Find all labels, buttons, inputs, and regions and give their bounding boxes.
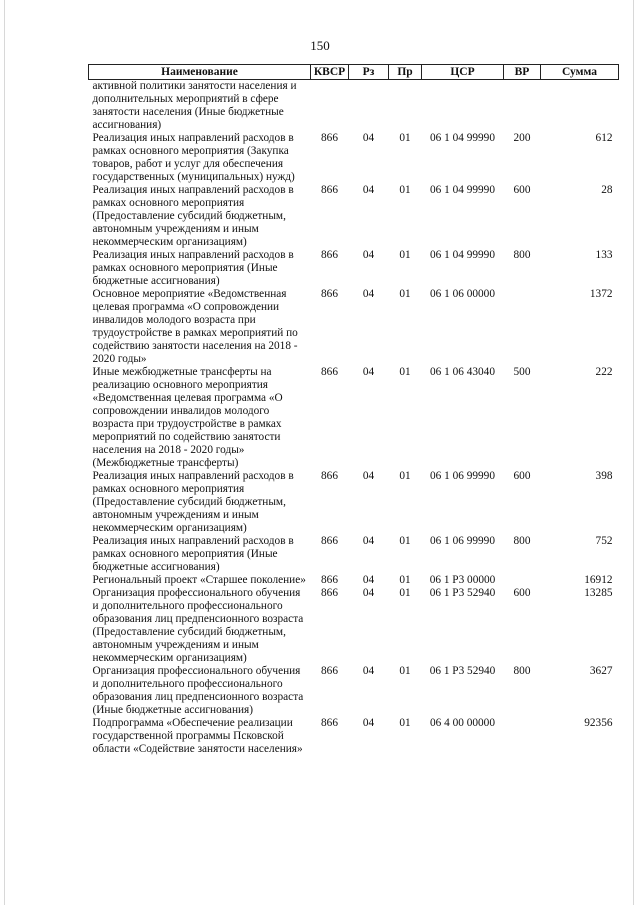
cell-kvsr: 866 — [321, 184, 338, 196]
cell-rz: 04 — [362, 288, 375, 300]
cell-pr: 01 — [399, 132, 411, 144]
cell-pr: 01 — [399, 665, 411, 677]
cell-csr — [422, 80, 504, 133]
cell-rz — [349, 80, 389, 133]
budget-table — [88, 64, 619, 756]
cell-csr: 06 1 P3 52940 — [429, 665, 496, 677]
cell-vr — [504, 288, 541, 366]
table-row — [89, 184, 619, 249]
table-row — [89, 587, 619, 665]
table-row — [89, 249, 619, 288]
table-row — [89, 288, 619, 366]
cell-kvsr: 866 — [321, 288, 338, 300]
cell-csr: 06 1 06 43040 — [430, 366, 495, 378]
cell-sum: 3627 — [589, 665, 613, 677]
cell-pr: 01 — [399, 587, 411, 599]
cell-rz: 04 — [362, 717, 375, 729]
cell-csr: 06 4 00 00000 — [430, 717, 495, 729]
cell-sum: 16912 — [584, 574, 613, 586]
scan-edge-right — [633, 0, 634, 905]
table-row — [89, 80, 619, 133]
cell-pr: 01 — [399, 366, 411, 378]
cell-kvsr: 866 — [321, 132, 338, 144]
cell-pr: 01 — [399, 470, 411, 482]
cell-sum: 13285 — [584, 587, 613, 599]
cell-pr: 01 — [399, 184, 411, 196]
cell-pr: 01 — [399, 288, 411, 300]
cell-vr — [504, 80, 541, 133]
cell-csr: 06 1 P3 00000 — [429, 574, 496, 586]
cell-csr: 06 1 06 99990 — [430, 535, 495, 547]
table-row — [89, 717, 619, 756]
cell-rz: 04 — [362, 184, 375, 196]
cell-rz: 04 — [362, 366, 375, 378]
cell-name: Основное мероприятие «Ведомственная целевая программа «О сопровождении инвалидов молодого возраста при трудоустройстве в рамках мероприятий по содействию занятости населения на 2018 - 2020 годы» — [92, 288, 298, 365]
cell-kvsr: 866 — [321, 366, 338, 378]
cell-rz: 04 — [362, 470, 375, 482]
cell-name: Реализация иных направлений расходов в рамках основного мероприятия (Иные бюджетные ассигнования) — [92, 535, 294, 573]
cell-csr: 06 1 04 99990 — [430, 184, 495, 196]
cell-vr: 500 — [513, 366, 531, 378]
cell-kvsr: 866 — [321, 574, 338, 586]
cell-sum: 1372 — [589, 288, 613, 300]
cell-name: Реализация иных направлений расходов в рамках основного мероприятия (Иные бюджетные ассигнования) — [92, 249, 294, 287]
cell-kvsr: 866 — [321, 535, 338, 547]
cell-rz: 04 — [362, 132, 375, 144]
cell-sum: 398 — [595, 470, 613, 482]
cell-sum: 28 — [601, 184, 613, 196]
header-pr: Пр — [389, 65, 422, 80]
cell-csr: 06 1 04 99990 — [430, 249, 495, 261]
table-row — [89, 132, 619, 184]
table-row — [89, 366, 619, 470]
cell-kvsr — [311, 80, 349, 133]
cell-rz: 04 — [362, 665, 375, 677]
table-row — [89, 470, 619, 535]
cell-name: активной политики занятости населения и дополнительных мероприятий в сфере занятости населения (Иные бюджетные ассигнования) — [92, 80, 297, 131]
table-header-row — [89, 65, 619, 80]
cell-csr: 06 1 06 99990 — [430, 470, 495, 482]
cell-rz: 04 — [362, 574, 375, 586]
cell-csr: 06 1 06 00000 — [430, 288, 495, 300]
header-kvsr: КВСР — [311, 65, 349, 80]
page-number: 150 — [310, 38, 330, 53]
cell-name: Подпрограмма «Обеспечение реализации государственной программы Псковской области «Содействие занятости населения» — [92, 717, 303, 755]
cell-rz: 04 — [362, 249, 375, 261]
cell-pr: 01 — [399, 717, 411, 729]
cell-kvsr: 866 — [321, 665, 338, 677]
cell-vr: 600 — [513, 184, 531, 196]
table-row — [89, 574, 619, 587]
cell-csr: 06 1 P3 52940 — [429, 587, 496, 599]
table-row — [89, 535, 619, 574]
cell-vr: 600 — [513, 470, 531, 482]
cell-kvsr: 866 — [321, 587, 338, 599]
header-sum: Сумма — [541, 65, 619, 80]
cell-pr — [389, 80, 422, 133]
cell-kvsr: 866 — [321, 717, 338, 729]
cell-name: Организация профессионального обучения и дополнительного профессионального образования лиц предпенсионного возраста (Предоставление субсидий бюджетным, автономным учреждениям и иным некоммерческим организациям) — [92, 587, 304, 664]
header-vr: ВР — [504, 65, 541, 80]
header-rz: Рз — [349, 65, 389, 80]
cell-vr — [504, 574, 541, 587]
cell-sum: 92356 — [584, 717, 613, 729]
cell-name: Иные межбюджетные трансферты на реализацию основного мероприятия «Ведомственная целевая программа «О сопровождении инвалидов молодого возраста при трудоустройстве в рамках мероприятий по содействию занятости населения на 2018 - 2020 годы» (Межбюджетные трансферты) — [92, 366, 283, 469]
cell-sum: 752 — [595, 535, 613, 547]
header-csr: ЦСР — [422, 65, 504, 80]
cell-sum — [541, 80, 619, 133]
cell-csr: 06 1 04 99990 — [430, 132, 495, 144]
cell-kvsr: 866 — [321, 249, 338, 261]
cell-pr: 01 — [399, 535, 411, 547]
cell-name: Региональный проект «Старшее поколение» — [92, 574, 306, 586]
cell-vr — [504, 717, 541, 756]
cell-name: Реализация иных направлений расходов в рамках основного мероприятия (Предоставление субсидий бюджетным, автономным учреждениям и иным некоммерческим организациям) — [92, 470, 294, 534]
cell-name: Реализация иных направлений расходов в рамках основного мероприятия (Предоставление субсидий бюджетным, автономным учреждениям и иным некоммерческим организациям) — [92, 184, 294, 248]
table-body — [89, 80, 619, 757]
cell-name: Организация профессионального обучения и дополнительного профессионального образования лиц предпенсионного возраста (Иные бюджетные ассигнования) — [92, 665, 304, 716]
header-name: Наименование — [89, 65, 311, 80]
cell-pr: 01 — [399, 249, 411, 261]
cell-rz: 04 — [362, 587, 375, 599]
cell-sum: 612 — [595, 132, 613, 144]
cell-name: Реализация иных направлений расходов в рамках основного мероприятия (Закупка товаров, работ и услуг для обеспечения государственных (муниципальных) нужд) — [92, 132, 295, 183]
cell-pr: 01 — [399, 574, 411, 586]
cell-vr: 800 — [513, 665, 531, 677]
cell-rz: 04 — [362, 535, 375, 547]
cell-sum: 133 — [595, 249, 613, 261]
table-row — [89, 665, 619, 717]
scan-edge-left — [4, 0, 5, 905]
cell-vr: 800 — [513, 535, 531, 547]
cell-vr: 800 — [513, 249, 531, 261]
cell-vr: 600 — [513, 587, 531, 599]
cell-sum: 222 — [595, 366, 613, 378]
cell-kvsr: 866 — [321, 470, 338, 482]
cell-vr: 200 — [513, 132, 531, 144]
